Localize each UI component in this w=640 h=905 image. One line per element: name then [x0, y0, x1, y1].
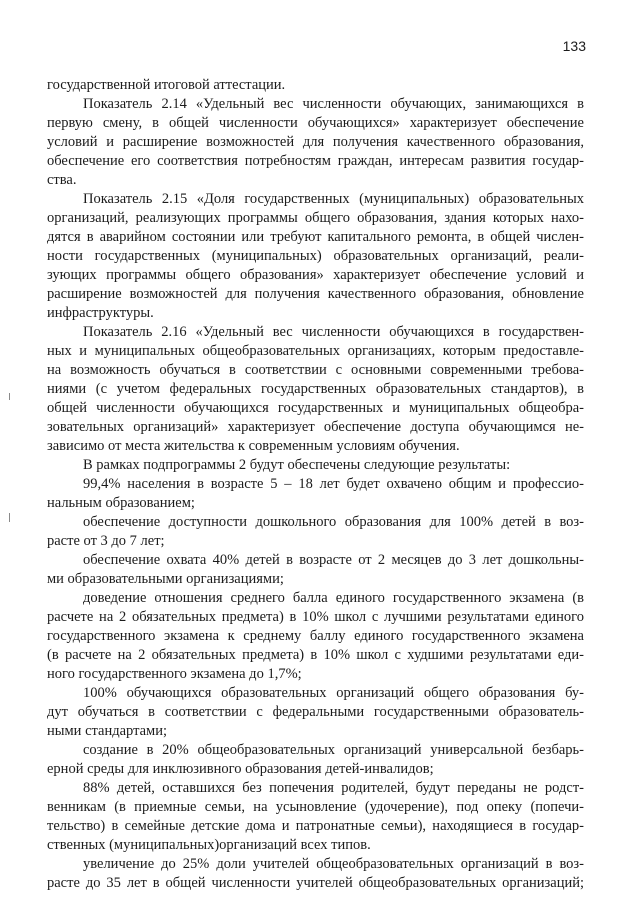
- paragraph-first-line: Показатель 2.14 «Удельный вес численности обучающих, занимающихся в: [83, 96, 584, 112]
- text-line: государственного экзамена к среднему баллу единого государственного экзамена: [47, 628, 584, 644]
- text-line: расте до 35 лет в общей численности учителей общеобразовательных организаций;: [47, 875, 584, 891]
- text-line: (в расчете на 2 обязательных предмета) в 10% школ с худшими результатами еди-: [47, 647, 584, 663]
- text-line: дут обучаться в соответствии с федеральными государственными образователь-: [47, 704, 584, 720]
- text-line: условий и расширение возможностей для получения качественного образования,: [47, 134, 584, 150]
- text-line: зависимо от места жительства к современным условиям обучения.: [47, 438, 460, 454]
- text-line: ерной среды для инклюзивного образования детей-инвалидов;: [47, 761, 434, 777]
- paragraph-first-line: В рамках подпрограммы 2 будут обеспечены следующие результаты:: [83, 457, 511, 473]
- text-line: ственных (муниципальных)организаций всех типов.: [47, 837, 371, 853]
- text-line: первую смену, в общей численности обучающихся» характеризует обеспечение: [47, 115, 584, 131]
- text-line: ства.: [47, 172, 77, 188]
- paragraph-first-line: обеспечение охвата 40% детей в возрасте от 2 месяцев до 3 лет дошкольны-: [83, 552, 584, 568]
- paragraph-first-line: обеспечение доступности дошкольного образования для 100% детей в воз-: [83, 514, 584, 530]
- text-line: расте от 3 до 7 лет;: [47, 533, 165, 549]
- text-line: венникам (в приемные семьи, на усыновление (удочерение), под опеку (попечи-: [47, 799, 584, 815]
- paragraph-first-line: Показатель 2.15 «Доля государственных (муниципальных) образовательных: [83, 191, 584, 207]
- paragraph-first-line: 99,4% населения в возрасте 5 – 18 лет будет охвачено общим и профессио-: [83, 476, 584, 492]
- text-line: тельство) в семейные детские дома и патронатные семьи), находящиеся в государ-: [47, 818, 584, 834]
- paragraph-first-line: доведение отношения среднего балла единого государственного экзамена (в: [83, 590, 584, 606]
- paragraph-first-line: увеличение до 25% доли учителей общеобразовательных организаций в воз-: [83, 856, 584, 872]
- text-line: ности государственных (муниципальных) образовательных организаций, реали-: [47, 248, 584, 264]
- text-line: на возможность обучаться в соответствии с основными современными требова-: [47, 362, 584, 378]
- text-line: расширение возможностей для получения качественного образования, обновление: [47, 286, 584, 302]
- paragraph-first-line: 100% обучающихся образовательных организаций общего образования бу-: [83, 685, 584, 701]
- text-line: расчете на 2 обязательных предмета) в 10% школ с лучшими результатами единого: [47, 609, 584, 625]
- text-line: инфраструктуры.: [47, 305, 154, 321]
- text-line: общей численности обучающихся государственных и муниципальных общеобра-: [47, 400, 584, 416]
- paragraph-first-line: 88% детей, оставшихся без попечения родителей, будут переданы не родст-: [83, 780, 584, 796]
- text-line: ными стандартами;: [47, 723, 167, 739]
- text-line: государственной итоговой аттестации.: [47, 77, 286, 93]
- page-number: 133: [562, 38, 586, 54]
- scan-mark: [9, 513, 10, 522]
- text-line: обеспечение его соответствия потребностям граждан, интересам развития государ-: [47, 153, 584, 169]
- paragraph-first-line: создание в 20% общеобразовательных организаций универсальной безбарь-: [83, 742, 584, 758]
- paragraph-first-line: Показатель 2.16 «Удельный вес численности обучающихся в государствен-: [83, 324, 584, 340]
- text-line: зовательных организаций» характеризует обеспечение доступа обучающимся не-: [47, 419, 584, 435]
- text-line: ниями (с учетом федеральных государственных образовательных стандартов), в: [47, 381, 584, 397]
- text-line: дятся в аварийном состоянии или требуют капитального ремонта, в общей числен-: [47, 229, 584, 245]
- text-line: нальным образованием;: [47, 495, 195, 511]
- text-line: ного государственного экзамена до 1,7%;: [47, 666, 302, 682]
- text-line: ных и муниципальных общеобразовательных организациях, которым предоставле-: [47, 343, 584, 359]
- text-line: зующих программы общего образования» характеризует обеспечение условий и: [47, 267, 584, 283]
- text-line: организаций, реализующих программы общего образования, здания которых нахо-: [47, 210, 584, 226]
- text-line: ми образовательными организациями;: [47, 571, 284, 587]
- scan-mark: [9, 393, 10, 400]
